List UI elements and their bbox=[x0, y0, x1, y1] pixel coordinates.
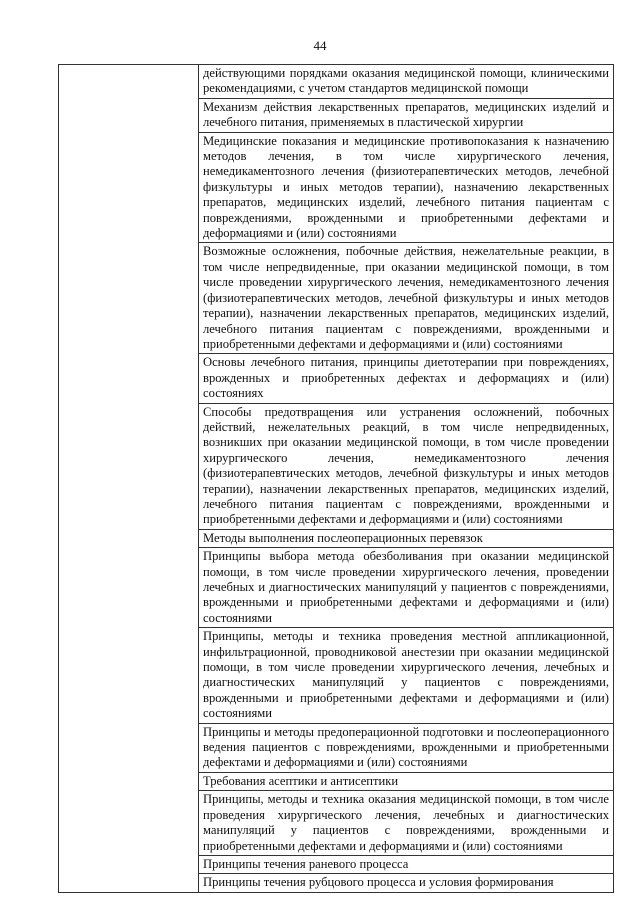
requirements-table-body bbox=[59, 65, 614, 893]
left-column-cell bbox=[59, 65, 199, 893]
knowledge-item: Принципы выбора метода обезболивания при оказании медицинской помощи, в том числе проведении хирургического лечения, проведении лечебных и диагностических манипуляций у пациентов с повреждениями, врожденными и приобретенными дефектами и деформациями и (или) состояниями bbox=[199, 548, 614, 628]
knowledge-item: Принципы, методы и техника оказания медицинской помощи, в том числе проведения хирургического лечения, лечебных и диагностических манипуляций у пациентов с повреждениями, врожденными и приобретенными дефектами и деформациями и (или) состояниями bbox=[199, 791, 614, 856]
knowledge-item: Основы лечебного питания, принципы диетотерапии при повреждениях, врожденных и приобретенных дефектах и деформациях и (или) состояниях bbox=[199, 354, 614, 403]
knowledge-item: Принципы течения раневого процесса bbox=[199, 855, 614, 873]
knowledge-item: Способы предотвращения или устранения осложнений, побочных действий, нежелательных реакций, в том числе непредвиденных, возникших при оказании медицинской помощи, в том числе проведении хирургического лечения, немедикаментозного лечения (физиотерапевтических методов, лечебной физкультуры и иных методов терапии), назначении лекарственных препаратов, медицинских изделий, лечебного питания пациентам с повреждениями, врожденными и приобретенными дефектами и деформациями и (или) состояниями bbox=[199, 403, 614, 529]
knowledge-item: Возможные осложнения, побочные действия, нежелательные реакции, в том числе непредвиденные, при оказании медицинской помощи, в том числе проведении хирургического лечения, немедикаментозного лечения (физиотерапевтических методов, лечебной физкультуры и иных методов терапии), назначении лекарственных препаратов, медицинских изделий, лечебного питания пациентам с повреждениями, врожденными и приобретенными дефектами и деформациями и (или) состояниями bbox=[199, 243, 614, 354]
requirements-table bbox=[58, 64, 614, 893]
knowledge-item: Методы выполнения послеоперационных перевязок bbox=[199, 529, 614, 547]
table-row bbox=[59, 65, 614, 99]
knowledge-item: Принципы, методы и техника проведения местной аппликационной, инфильтрационной, проводниковой анестезии при оказании медицинской помощи, в том числе проведении хирургического лечения, лечебных и диагностических манипуляций у пациентов с повреждениями, врожденными и приобретенными дефектами и деформациями и (или) состояниями bbox=[199, 628, 614, 723]
knowledge-item: действующими порядками оказания медицинской помощи, клиническими рекомендациями, с учетом стандартов медицинской помощи bbox=[199, 65, 614, 99]
knowledge-item: Принципы течения рубцового процесса и условия формирования bbox=[199, 874, 614, 892]
knowledge-item: Принципы и методы предоперационной подготовки и послеоперационного ведения пациентов с повреждениями, врожденными и приобретенными дефектами и деформациями и (или) состояниями bbox=[199, 723, 614, 772]
page-number: 44 bbox=[313, 38, 327, 53]
knowledge-item: Требования асептики и антисептики bbox=[199, 772, 614, 790]
knowledge-item: Механизм действия лекарственных препаратов, медицинских изделий и лечебного питания, применяемых в пластической хирургии bbox=[199, 98, 614, 132]
knowledge-item: Медицинские показания и медицинские противопоказания к назначению методов лечения, в том числе хирургического лечения, немедикаментозного лечения (физиотерапевтических методов, лечебной физкультуры и иных методов терапии), назначению лекарственных препаратов, медицинских изделий, лечебного питания пациентам с повреждениями, врожденными и приобретенными дефектами и деформациями и (или) состояниями bbox=[199, 132, 614, 243]
